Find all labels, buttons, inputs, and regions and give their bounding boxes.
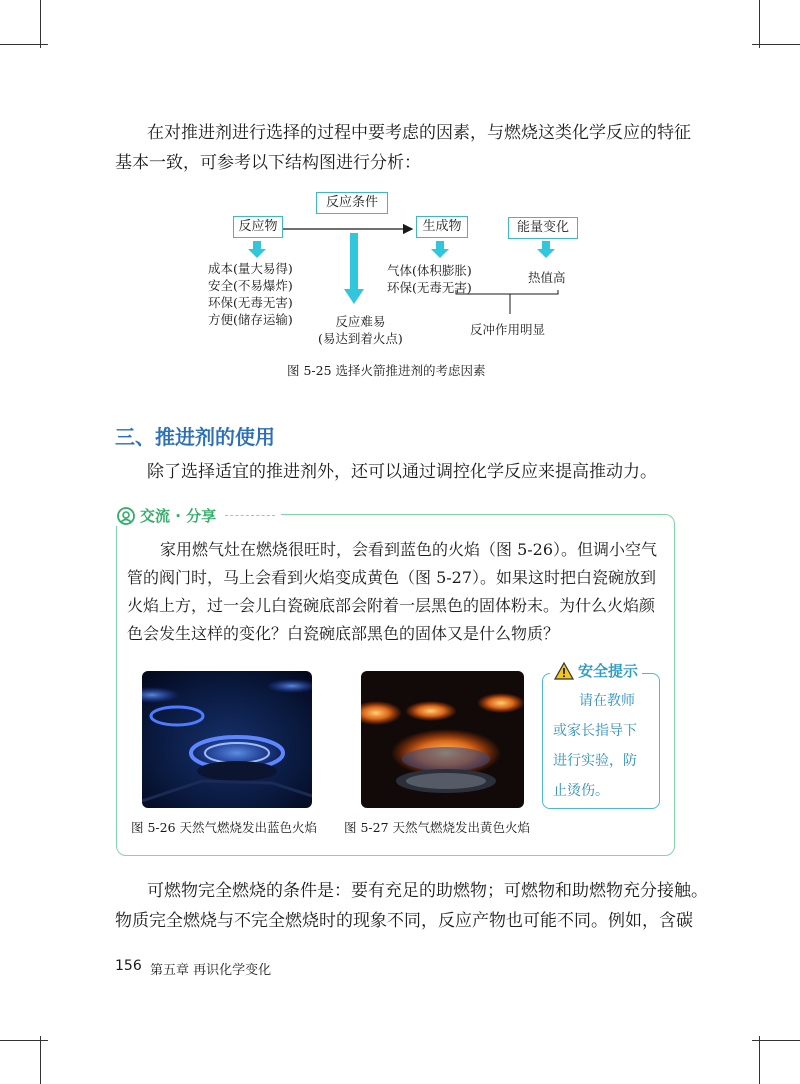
reactant-down-arrow <box>248 241 266 258</box>
safety-title <box>550 660 642 681</box>
chapter-title: 第五章 再识化学变化 <box>150 963 272 978</box>
product-factors: 气体(体积膨胀) 环保(无毒无害) <box>387 263 472 295</box>
section-paragraph: 除了选择适宜的推进剂外，还可以通过调控化学反应来提高推动力。 <box>147 462 657 482</box>
yellow-flame-photo <box>361 671 524 808</box>
energy-factor: 热值高 <box>528 270 566 285</box>
safety-line: 止烫伤。 <box>553 783 609 799</box>
figure-caption-5-27: 图 5-27 天然气燃烧发出黄色火焰 <box>344 820 531 835</box>
chat-icon <box>117 507 135 525</box>
energy-change-box: 能量变化 <box>508 217 578 239</box>
share-title-text: 交流 · 分享 <box>140 507 217 525</box>
reaction-conditions-box: 反应条件 <box>316 192 388 214</box>
share-title <box>113 505 281 526</box>
bottom-line-1: 可燃物完全燃烧的条件是：要有充足的助燃物；可燃物和助燃物充分接触。 <box>147 881 708 901</box>
safety-line: 进行实验，防 <box>553 753 637 769</box>
share-title-dash <box>225 515 275 516</box>
share-line-2: 管的阀门时，马上会看到火焰变成黄色（图 5-27）。如果这时把白瓷碗放到 <box>127 568 657 587</box>
safety-line: 或家长指导下 <box>553 723 637 739</box>
intro-line-2: 基本一致，可参考以下结构图进行分析： <box>115 153 421 173</box>
share-line-3: 火焰上方，过一会儿白瓷碗底部会附着一层黑色的固体粉末。为什么火焰颜 <box>127 596 656 615</box>
warning-icon <box>554 662 574 680</box>
share-line-1: 家用燃气灶在燃烧很旺时，会看到蓝色的火焰（图 5-26）。但调小空气 <box>160 540 658 559</box>
safety-title-text: 安全提示 <box>578 662 639 680</box>
products-box: 生成物 <box>416 216 468 238</box>
condition-factor: 反应难易 (易达到着火点) <box>318 314 403 346</box>
reactant-factors: 成本(量大易得) 安全(不易爆炸) 环保(无毒无害) 方便(储存运输) <box>208 261 293 327</box>
share-line-4: 色会发生这样的变化？白瓷碗底部黑色的固体又是什么物质？ <box>127 624 560 643</box>
bottom-line-2: 物质完全燃烧与不完全燃烧时的现象不同，反应产物也可能不同。例如，含碳 <box>115 911 693 931</box>
figure-caption-5-26: 图 5-26 天然气燃烧发出蓝色火焰 <box>131 820 318 835</box>
blue-flame-photo <box>142 671 312 808</box>
condition-down-arrow <box>344 233 364 304</box>
safety-line: 请在教师 <box>579 693 635 709</box>
figure-caption-5-25: 图 5-25 选择火箭推进剂的考虑因素 <box>287 363 486 378</box>
intro-line-1: 在对推进剂进行选择的过程中要考虑的因素，与燃烧这类化学反应的特征 <box>147 123 691 143</box>
combined-effect: 反冲作用明显 <box>470 322 546 337</box>
reactants-box: 反应物 <box>233 216 283 238</box>
safety-text <box>553 686 657 806</box>
page-number: 156 <box>115 958 142 974</box>
product-down-arrow <box>431 241 449 258</box>
section-title: 三、推进剂的使用 <box>115 425 275 449</box>
energy-down-arrow <box>537 241 555 258</box>
